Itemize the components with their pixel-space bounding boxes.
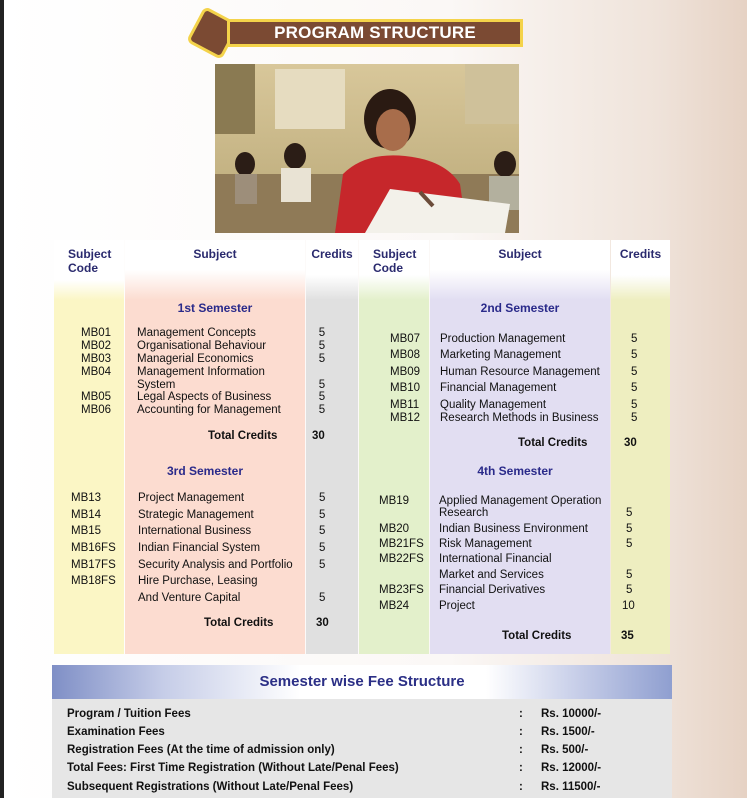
s2-code: MB12	[390, 412, 421, 424]
s4-code: MB19	[379, 495, 410, 507]
s3-subject: Security Analysis and Portfolio	[138, 559, 293, 571]
s3-code: MB14	[71, 509, 102, 521]
header-subject-code-right: Subject Code	[373, 247, 417, 275]
s2-subject: Marketing Management	[440, 349, 561, 361]
header-subject-left: Subject	[193, 247, 237, 261]
s2-credit: 5	[631, 349, 638, 361]
s4-subject: Market and Services	[439, 569, 544, 581]
students-exam-photo	[215, 64, 519, 233]
s3-subject: Project Management	[138, 492, 245, 504]
s2-credit: 5	[631, 412, 638, 424]
s2-code: MB08	[390, 349, 421, 361]
s3-total-label: Total Credits	[204, 617, 274, 629]
semester-4-title: 4th Semester	[477, 464, 553, 478]
s1-subject: Managerial Economics	[137, 353, 254, 365]
s1-credit: 5	[318, 327, 326, 339]
s3-subject: And Venture Capital	[138, 592, 241, 604]
s4-subject: Applied Management Operation	[439, 495, 602, 507]
fee-row-label: Program / Tuition Fees	[67, 708, 191, 720]
s3-subject: Indian Financial System	[138, 542, 261, 554]
fee-structure-title: Semester wise Fee Structure	[259, 673, 465, 690]
fee-row-label: Registration Fees (At the time of admission only)	[67, 744, 335, 756]
s1-credit: 5	[318, 404, 326, 416]
s4-subject: Indian Business Environment	[439, 523, 588, 535]
s4-credit: 5	[626, 507, 633, 519]
s4-credit: 5	[626, 569, 633, 581]
s3-code: MB13	[71, 492, 102, 504]
s3-total-value: 30	[316, 617, 329, 629]
s3-credit: 5	[319, 559, 326, 571]
semester-2-title: 2nd Semester	[480, 301, 560, 315]
fee-row-amount: Rs. 11500/-	[541, 781, 601, 793]
s1-subject: Legal Aspects of Business	[137, 391, 272, 403]
s2-total-label: Total Credits	[518, 437, 588, 449]
s4-subject: International Financial	[439, 553, 552, 565]
s1-total-value: 30	[312, 430, 325, 442]
s1-subject: Management Information	[137, 366, 265, 378]
s1-credit: 5	[318, 340, 326, 352]
s3-credit: 5	[319, 509, 326, 521]
s3-credit: 5	[319, 542, 326, 554]
s1-subject: Management Concepts	[137, 327, 256, 339]
s4-subject: Research	[439, 507, 489, 519]
s3-code: MB17FS	[71, 559, 116, 571]
fee-row-amount: Rs. 12000/-	[541, 762, 602, 774]
fee-row-label: Examination Fees	[67, 726, 165, 738]
s2-credit: 5	[631, 399, 638, 411]
page-edge-rule	[0, 0, 4, 798]
s1-code: MB03	[81, 353, 112, 365]
s2-code: MB09	[390, 366, 421, 378]
col-credits-right-bg	[611, 240, 670, 654]
s1-subject: System	[137, 379, 176, 391]
s4-credit: 10	[622, 600, 635, 612]
fee-row-separator: :	[519, 762, 523, 774]
fee-row-separator: :	[519, 781, 523, 793]
s2-code: MB10	[390, 382, 421, 394]
s3-credit: 5	[319, 592, 326, 604]
s3-code: MB15	[71, 525, 102, 537]
s1-total-label: Total Credits	[208, 430, 278, 442]
header-credits-right: Credits	[619, 247, 662, 261]
s2-subject: Research Methods in Business	[440, 412, 599, 424]
s4-code: MB24	[379, 600, 410, 612]
fee-row-label: Subsequent Registrations (Without Late/Penal Fees)	[67, 781, 354, 793]
fee-row-amount: Rs. 10000/-	[541, 708, 602, 720]
s4-total-label: Total Credits	[502, 630, 572, 642]
header-subject-right: Subject	[498, 247, 542, 261]
s3-credit: 5	[319, 525, 326, 537]
semester-3-title: 3rd Semester	[166, 464, 244, 478]
s1-code: MB06	[81, 404, 112, 416]
s2-subject: Quality Management	[440, 399, 547, 411]
s1-code: MB05	[81, 391, 112, 403]
fee-row-amount: Rs. 500/-	[541, 744, 589, 756]
s4-credit: 5	[626, 538, 633, 550]
s4-code: MB20	[379, 523, 410, 535]
s2-credit: 5	[631, 333, 638, 345]
s3-subject: International Business	[138, 525, 252, 537]
s2-code: MB07	[390, 333, 421, 345]
fee-row-label: Total Fees: First Time Registration (Without Late/Penal Fees)	[67, 762, 399, 774]
header-credits-left: Credits	[311, 247, 353, 261]
fee-row-separator: :	[519, 726, 523, 738]
col-code-left-bg	[54, 240, 124, 654]
s2-subject: Production Management	[440, 333, 566, 345]
s2-total-value: 30	[624, 437, 637, 449]
s4-code: MB21FS	[379, 538, 424, 550]
s4-subject: Project	[439, 600, 475, 612]
s1-credit: 5	[318, 353, 326, 365]
header-subject-code-left: Subject Code	[68, 247, 112, 275]
s3-code: MB16FS	[71, 542, 116, 554]
s1-subject: Accounting for Management	[137, 404, 281, 416]
s1-code: MB02	[81, 340, 112, 352]
s4-credit: 5	[626, 523, 633, 535]
s1-code: MB04	[81, 366, 112, 378]
s4-code: MB22FS	[379, 553, 424, 565]
s3-subject: Strategic Management	[138, 509, 254, 521]
s1-subject: Organisational Behaviour	[137, 340, 267, 352]
s1-credit: 5	[318, 391, 326, 403]
s3-credit: 5	[319, 492, 326, 504]
s4-code: MB23FS	[379, 584, 424, 596]
page-title: PROGRAM STRUCTURE	[274, 23, 476, 42]
s4-subject: Financial Derivatives	[439, 584, 546, 596]
s3-code: MB18FS	[71, 575, 116, 587]
s4-subject: Risk Management	[439, 538, 532, 550]
s4-credit: 5	[626, 584, 633, 596]
s2-credit: 5	[631, 366, 638, 378]
col-credits-left-bg	[306, 240, 358, 654]
s2-subject: Financial Management	[440, 382, 557, 394]
s2-credit: 5	[631, 382, 638, 394]
s4-total-value: 35	[621, 630, 634, 642]
fee-row-separator: :	[519, 744, 523, 756]
semester-1-title: 1st Semester	[177, 301, 253, 315]
s2-subject: Human Resource Management	[440, 366, 600, 378]
s1-code: MB01	[81, 327, 112, 339]
fee-row-amount: Rs. 1500/-	[541, 726, 595, 738]
s2-code: MB11	[390, 399, 420, 411]
s3-subject: Hire Purchase, Leasing	[138, 575, 258, 587]
fee-row-separator: :	[519, 708, 523, 720]
s1-credit: 5	[318, 379, 326, 391]
